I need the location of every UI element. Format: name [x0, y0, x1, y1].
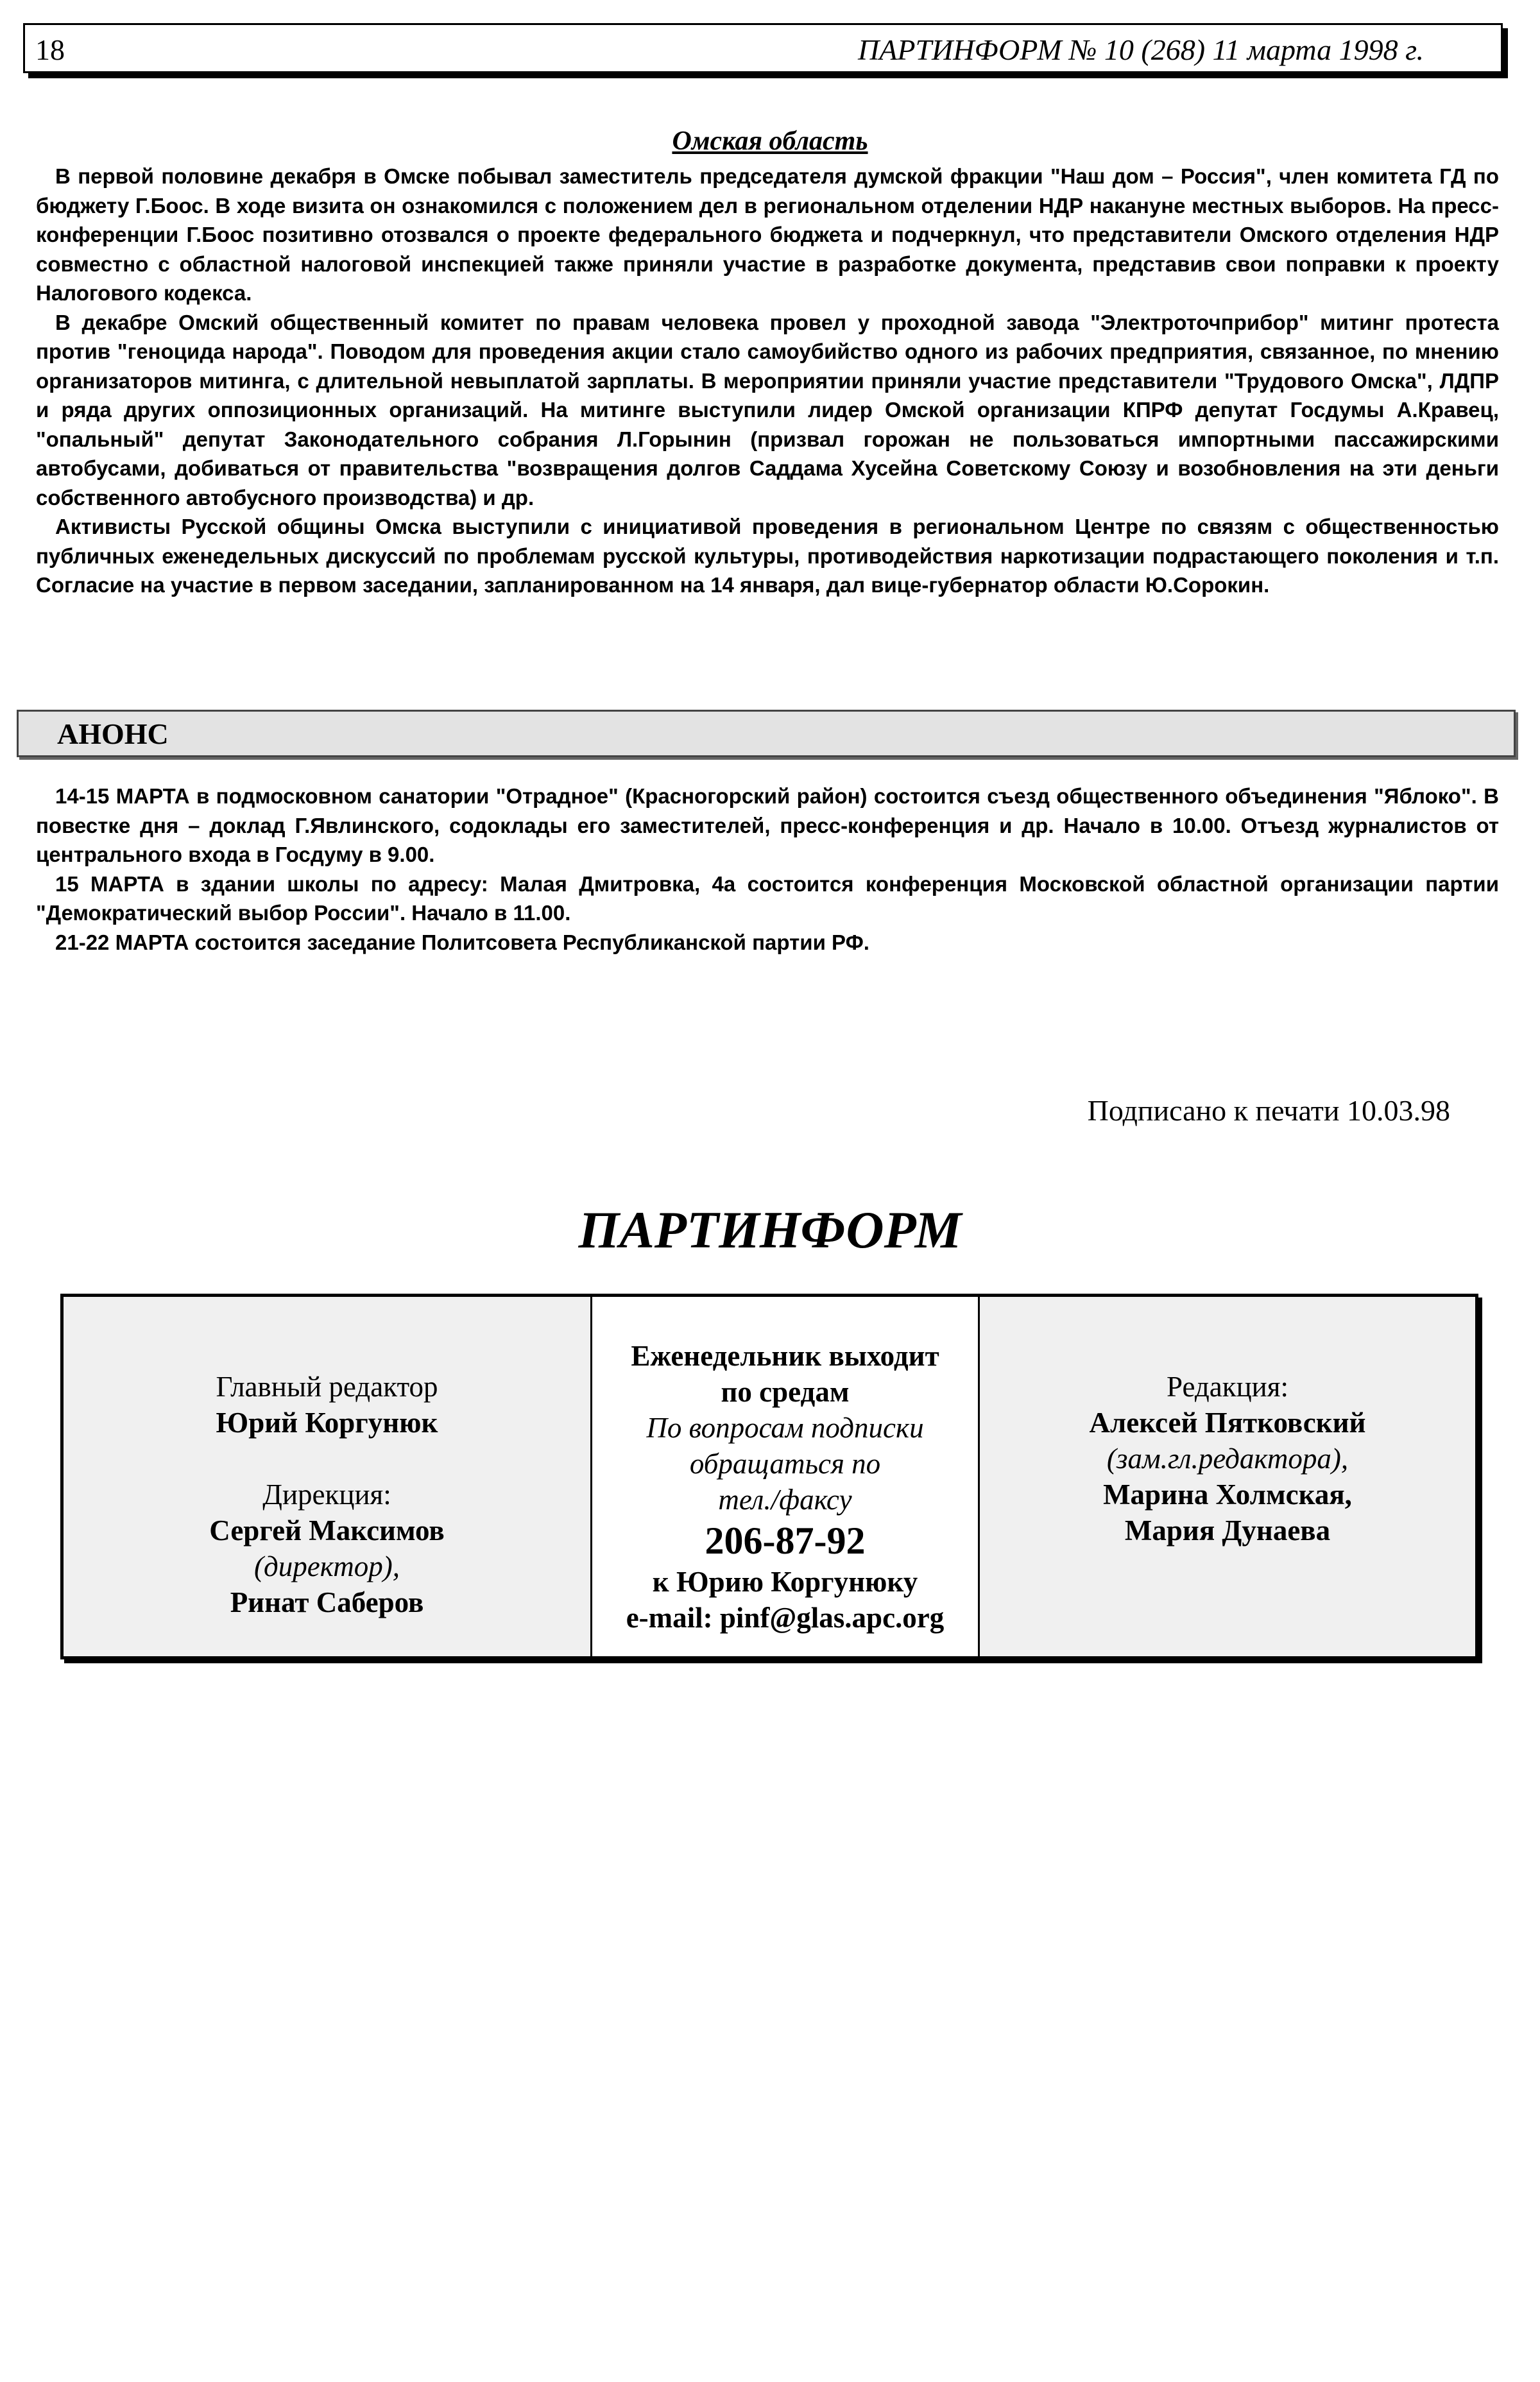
- staff-label: Редакция:: [1167, 1371, 1288, 1403]
- anons-heading-bar: [17, 710, 1516, 757]
- omsk-paragraph-1: В первой половине декабря в Омске побывал заместитель председателя думской фракции "Наш дом – Россия", член комитета ГД по бюджету Г.Боос. В ходе визита он ознакомился с положением дел в региональном отделении НДР накануне местных выборов. На пресс-конференции Г.Боос позитивно отозвался о проекте федерального бюджета и подчеркнул, что представители Омского отделения НДР совместно с областной налоговой инспекцией также приняли участие в разработке документа, представив свои поправки к проекту Налогового кодекса.: [36, 164, 1499, 305]
- staff-name-3: Мария Дунаева: [1124, 1514, 1331, 1547]
- subscription-line-2: обращаться по: [689, 1448, 881, 1480]
- director-role: (директор),: [254, 1550, 400, 1582]
- contact-person: к Юрию Коргунюку: [652, 1566, 918, 1598]
- staff-name-1: Алексей Пятковский: [1089, 1407, 1366, 1439]
- anons-paragraph-2: 15 МАРТА в здании школы по адресу: Малая Дмитровка, 4а состоится конференция Московской областной организации партии "Демократический выбор России". Начало в 11.00.: [36, 871, 1499, 925]
- masthead-info-box: [60, 1294, 1478, 1659]
- masthead-editors-column: [64, 1297, 592, 1656]
- masthead-title: ПАРТИНФОРМ: [578, 1201, 962, 1259]
- page-number: 18: [35, 33, 65, 66]
- page-header: [23, 23, 1503, 73]
- masthead-staff-column: [980, 1297, 1475, 1656]
- second-director-name: Ринат Саберов: [230, 1586, 424, 1618]
- staff-role-1: (зам.гл.редактора),: [1106, 1443, 1349, 1475]
- omsk-article: [36, 162, 1499, 600]
- staff-name-2: Марина Холмская,: [1103, 1478, 1352, 1511]
- direction-label: Дирекция:: [262, 1478, 391, 1511]
- omsk-paragraph-3: Активисты Русской общины Омска выступили с инициативой проведения в региональном Центре по связям с общественностью публичных еженедельных дискуссий по проблемам русской культуры, противодействия наркотизации подрастающего поколения и т.п. Согласие на участие в первом заседании, запланированном на 14 января, дал вице-губернатор области Ю.Сорокин.: [36, 515, 1499, 597]
- anons-paragraph-1: 14-15 МАРТА в подмосковном санатории "Отрадное" (Красногорский район) состоится съезд общественного объединения "Яблоко". В повестке дня – доклад Г.Явлинского, содоклады его заместителей, пресс-конференция и др. Начало в 10.00. Отъезд журналистов от центрального входа в Госдуму в 9.00.: [36, 784, 1499, 866]
- anons-article: [36, 782, 1499, 957]
- weekly-line-1: Еженедельник выходит: [631, 1340, 939, 1372]
- subscription-line-3: тел./факсу: [718, 1484, 852, 1516]
- editor-name: Юрий Коргунюк: [216, 1407, 438, 1439]
- omsk-section-title: Омская область: [672, 126, 868, 156]
- signed-to-print: Подписано к печати 10.03.98: [1087, 1094, 1450, 1127]
- anons-heading: АНОНС: [57, 717, 169, 750]
- anons-paragraph-3: 21-22 МАРТА состоится заседание Политсовета Республиканской партии РФ.: [55, 930, 869, 954]
- weekly-line-2: по средам: [721, 1376, 850, 1408]
- editor-label: Главный редактор: [216, 1371, 438, 1403]
- subscription-line-1: По вопросам подписки: [646, 1412, 924, 1444]
- phone-number: 206-87-92: [705, 1520, 866, 1562]
- masthead-contact-column: [592, 1297, 980, 1656]
- director-name: Сергей Максимов: [209, 1514, 445, 1547]
- omsk-paragraph-2: В декабре Омский общественный комитет по правам человека провел у проходной завода "Электроточприбор" митинг протеста против "геноцида народа". Поводом для проведения акции стало самоубийство одного из рабочих предприятия, связанное, по мнению организаторов митинга, с длительной невыплатой зарплаты. В мероприятии приняли участие представители "Трудового Омска", ЛДПР и ряда других оппозиционных организаций. На митинге выступили лидер Омской организации КПРФ депутат Госдумы А.Кравец, "опальный" депутат Законодательного собрания Л.Горынин (призвал горожан не пользоваться импортными пассажирскими автобусами, добиваться от правительства "возвращения долгов Саддама Хусейна Советскому Союзу и возобновления на эти деньги собственного автобусного производства) и др.: [36, 310, 1499, 510]
- issue-line: ПАРТИНФОРМ № 10 (268) 11 марта 1998 г.: [858, 33, 1424, 66]
- email-address: e-mail: pinf@glas.apc.org: [626, 1602, 945, 1634]
